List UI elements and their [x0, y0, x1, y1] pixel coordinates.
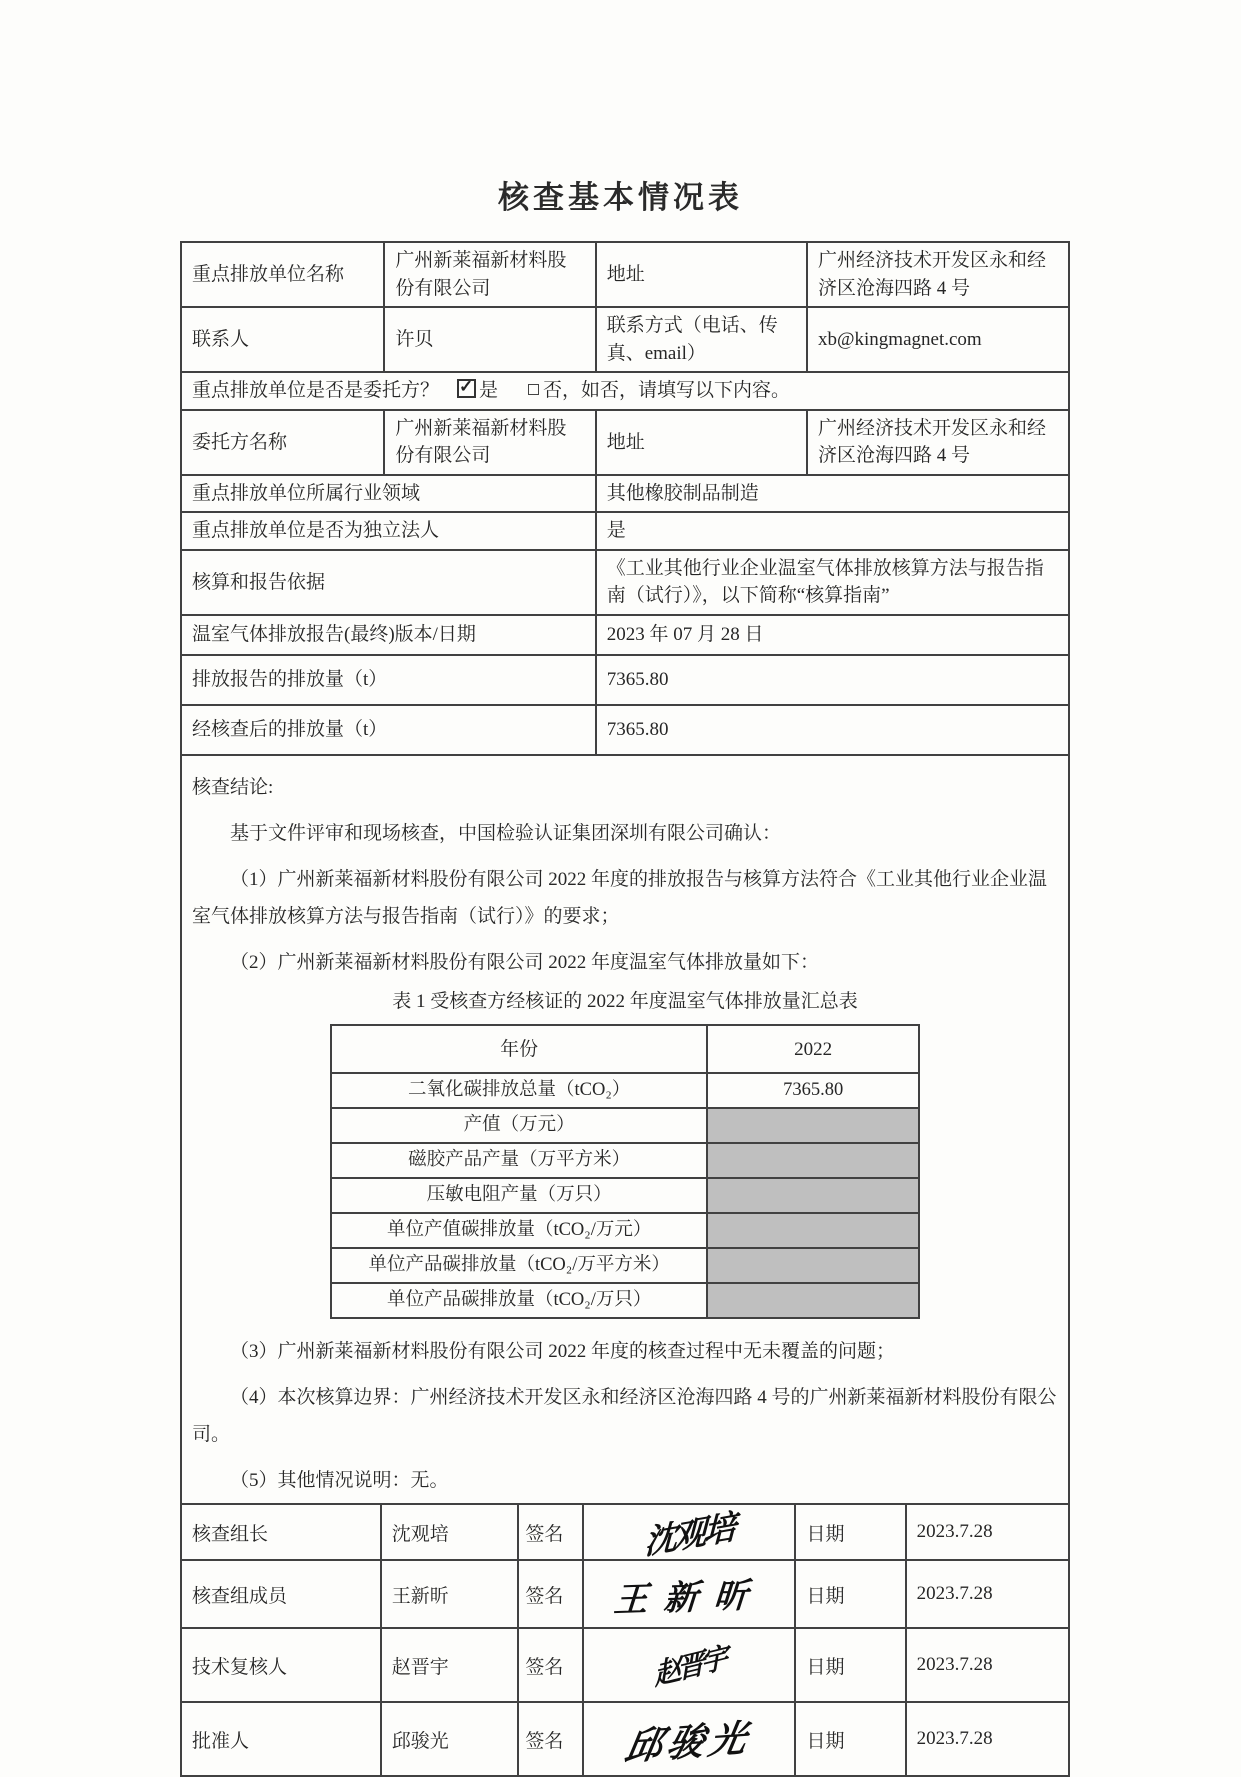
conclusion-intro: 基于文件评审和现场核查，中国检验认证集团深圳有限公司确认：: [230, 823, 782, 845]
signature-handwriting: 邱骏光: [583, 1702, 795, 1776]
summary-row-label: 单位产品碳排放量（tCO₂/万只）: [331, 1283, 707, 1318]
role-label: 批准人: [181, 1702, 381, 1776]
sign-label: 签名: [518, 1504, 583, 1560]
signature-table: [180, 1503, 1070, 1777]
client-address-value: 广州经济技术开发区永和经济区沧海四路 4 号: [807, 410, 1069, 475]
year-header-value: 2022: [707, 1025, 919, 1073]
summary-table-caption: 表 1 受核查方经核证的 2022 年度温室气体排放量汇总表: [392, 991, 858, 1013]
signature-handwriting: 王新昕: [583, 1560, 795, 1628]
verification-info-table: [180, 241, 1070, 1505]
checkbox-checked-icon: ✓: [457, 379, 476, 398]
date-label: 日期: [795, 1504, 905, 1560]
date-value: 2023.7.28: [906, 1628, 1069, 1702]
address-value: 广州经济技术开发区永和经济区沧海四路 4 号: [807, 242, 1069, 307]
client-address-label: 地址: [596, 410, 807, 475]
summary-row-label: 磁胶产品产量（万平方米）: [331, 1143, 707, 1178]
signature-row-member: [181, 1560, 1069, 1628]
year-header-label: 年份: [331, 1025, 707, 1073]
contact-method-label: 联系方式（电话、传真、email）: [596, 307, 807, 372]
unit-name-label: 重点排放单位名称: [181, 242, 384, 307]
sign-label: 签名: [518, 1702, 583, 1776]
conclusion-item-4: （4）本次核算边界：广州经济技术开发区永和经济区沧海四路 4 号的广州新莱福新材料股份有限公司。: [192, 1387, 1057, 1446]
summary-row-varistor: [331, 1178, 919, 1213]
report-version-label: 温室气体排放报告(最终)版本/日期: [181, 615, 596, 655]
summary-row-value: 7365.80: [707, 1073, 919, 1108]
unit-name-value: 广州新莱福新材料股份有限公司: [384, 242, 595, 307]
sign-label: 签名: [518, 1628, 583, 1702]
industry-value: 其他橡胶制品制造: [596, 475, 1069, 513]
summary-row-label: 二氧化碳排放总量（tCO₂）: [331, 1073, 707, 1108]
summary-row-per-unit: [331, 1283, 919, 1318]
reported-amount-label: 排放报告的排放量（t）: [181, 655, 596, 705]
conclusion-item-3: （3）广州新莱福新材料股份有限公司 2022 年度的核查过程中无未覆盖的问题；: [230, 1341, 896, 1363]
verified-amount-label: 经核查后的排放量（t）: [181, 705, 596, 755]
summary-row-output-value: [331, 1108, 919, 1143]
row-client-name: [181, 410, 1069, 475]
summary-row-per-sqm: [331, 1248, 919, 1283]
email-value: xb@kingmagnet.com: [807, 307, 1069, 372]
summary-row-value-shaded: [707, 1283, 919, 1318]
role-label: 核查组长: [181, 1504, 381, 1560]
row-conclusion: [181, 755, 1069, 1504]
signature-row-approver: [181, 1702, 1069, 1776]
contact-value: 许贝: [384, 307, 595, 372]
emissions-summary-table: [330, 1024, 920, 1319]
legal-entity-value: 是: [596, 512, 1069, 550]
summary-row-label: 单位产值碳排放量（tCO₂/万元）: [331, 1213, 707, 1248]
summary-row-per-output: [331, 1213, 919, 1248]
basis-label: 核算和报告依据: [181, 550, 596, 615]
summary-row-label: 单位产品碳排放量（tCO₂/万平方米）: [331, 1248, 707, 1283]
summary-row-value-shaded: [707, 1143, 919, 1178]
summary-row-co2: [331, 1073, 919, 1108]
address-label: 地址: [596, 242, 807, 307]
row-client-question: [181, 372, 1069, 410]
date-value: 2023.7.28: [906, 1702, 1069, 1776]
role-label: 技术复核人: [181, 1628, 381, 1702]
summary-row-value-shaded: [707, 1108, 919, 1143]
signature-handwriting: 赵晋宇: [583, 1628, 795, 1702]
page-title: 核查基本情况表: [498, 180, 743, 215]
row-report-version: [181, 615, 1069, 655]
row-contact: [181, 307, 1069, 372]
row-verified-amount: [181, 705, 1069, 755]
form-content: [180, 241, 1070, 1777]
summary-row-label: 产值（万元）: [331, 1108, 707, 1143]
person-name: 王新昕: [381, 1560, 519, 1628]
contact-label: 联系人: [181, 307, 384, 372]
conclusion-heading: 核查结论:: [192, 777, 274, 799]
checkbox-unchecked-icon: [528, 384, 539, 395]
date-label: 日期: [795, 1702, 905, 1776]
row-basis: [181, 550, 1069, 615]
conclusion-cell: [181, 755, 1069, 1504]
basis-value: 《工业其他行业企业温室气体排放核算方法与报告指南（试行）》，以下简称“核算指南”: [596, 550, 1069, 615]
signature-row-leader: [181, 1504, 1069, 1560]
verified-amount-value: 7365.80: [596, 705, 1069, 755]
yes-label: 是: [479, 380, 499, 402]
row-reported-amount: [181, 655, 1069, 705]
summary-row-label: 压敏电阻产量（万只）: [331, 1178, 707, 1213]
client-name-label: 委托方名称: [181, 410, 384, 475]
sign-label: 签名: [518, 1560, 583, 1628]
conclusion-item-1: （1）广州新莱福新材料股份有限公司 2022 年度的排放报告与核算方法符合《工业其他行业企业温室气体排放核算方法与报告指南（试行）》的要求；: [192, 869, 1048, 928]
summary-row-value-shaded: [707, 1248, 919, 1283]
date-value: 2023.7.28: [906, 1560, 1069, 1628]
summary-header-row: [331, 1025, 919, 1073]
reported-amount-value: 7365.80: [596, 655, 1069, 705]
date-label: 日期: [795, 1628, 905, 1702]
client-question-cell: [181, 372, 1069, 410]
row-unit-name: [181, 242, 1069, 307]
person-name: 邱骏光: [381, 1702, 519, 1776]
report-version-value: 2023 年 07 月 28 日: [596, 615, 1069, 655]
summary-row-magnet-product: [331, 1143, 919, 1178]
summary-row-value-shaded: [707, 1213, 919, 1248]
industry-label: 重点排放单位所属行业领域: [181, 475, 596, 513]
date-label: 日期: [795, 1560, 905, 1628]
row-industry: [181, 475, 1069, 513]
client-name-value: 广州新莱福新材料股份有限公司: [384, 410, 595, 475]
role-label: 核查组成员: [181, 1560, 381, 1628]
conclusion-item-2: （2）广州新莱福新材料股份有限公司 2022 年度温室气体排放量如下：: [230, 952, 820, 974]
conclusion-item-5: （5）其他情况说明：无。: [230, 1470, 449, 1492]
signature-handwriting: 沈观培: [583, 1504, 795, 1560]
date-value: 2023.7.28: [906, 1504, 1069, 1560]
row-legal-entity: [181, 512, 1069, 550]
person-name: 赵晋宇: [381, 1628, 519, 1702]
person-name: 沈观培: [381, 1504, 519, 1560]
no-label: 否，如否，请填写以下内容。: [543, 380, 791, 402]
client-question-text: 重点排放单位是否是委托方？: [192, 380, 440, 402]
summary-row-value-shaded: [707, 1178, 919, 1213]
legal-entity-label: 重点排放单位是否为独立法人: [181, 512, 596, 550]
signature-row-reviewer: [181, 1628, 1069, 1702]
